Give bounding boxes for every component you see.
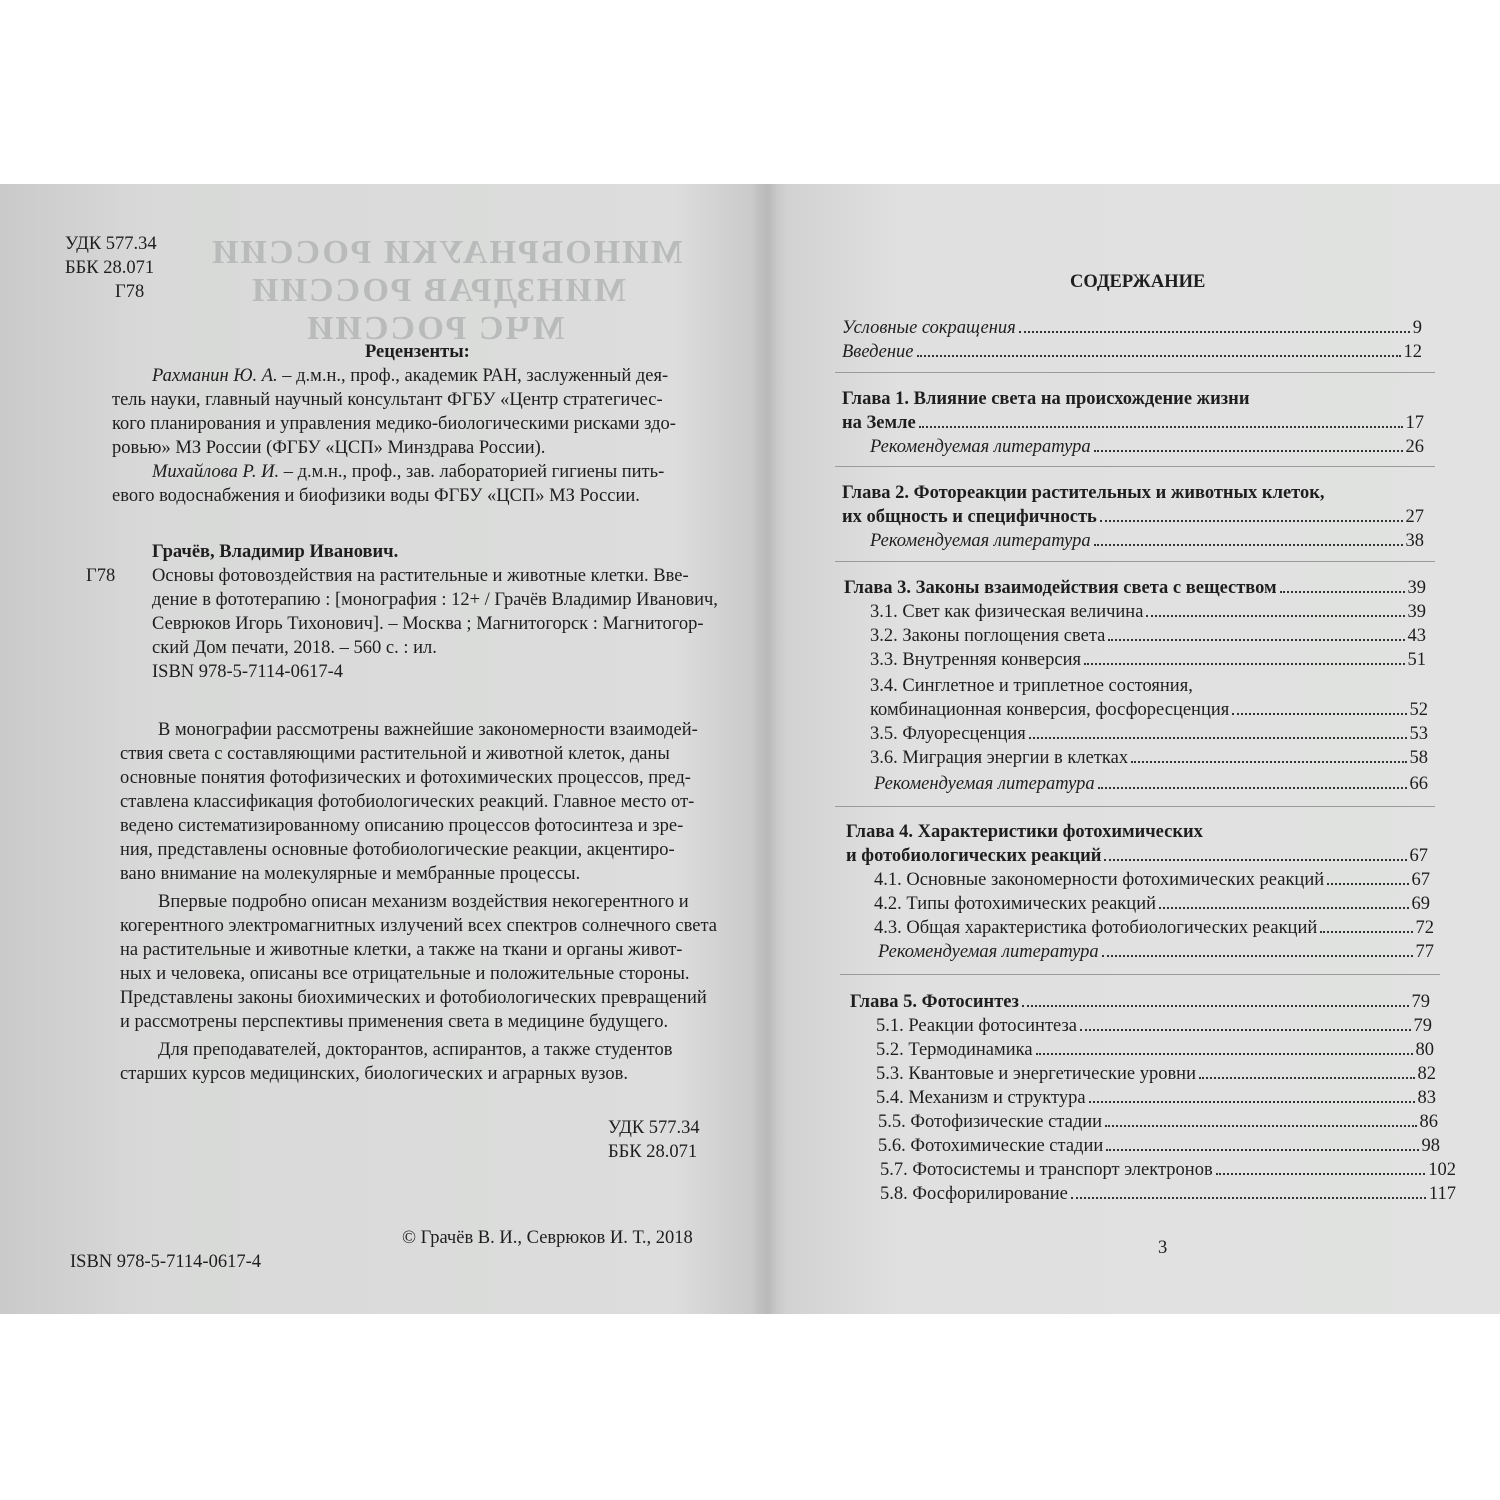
author-heading: Грачёв, Владимир Иванович. bbox=[152, 542, 399, 562]
reviewer-1-name: Рахманин Ю. А. bbox=[152, 366, 278, 386]
toc-chapter-4-literature[interactable]: Рекомендуемая литература 77 bbox=[878, 942, 1434, 962]
toc-section-5-4[interactable]: 5.4. Механизм и структура 83 bbox=[876, 1088, 1436, 1108]
abstract-line-6: ния, представлены основные фотобиологические реакции, акцентиро- bbox=[120, 840, 675, 860]
reviewer-1-line-3: кого планирования и управления медико-биологическими рисками здо- bbox=[112, 414, 676, 434]
toc-section-5-8[interactable]: 5.8. Фосфорилирование 117 bbox=[880, 1184, 1456, 1204]
toc-section-3-2[interactable]: 3.2. Законы поглощения света 43 bbox=[870, 626, 1426, 646]
abstract-line-1: В монографии рассмотрены важнейшие закономерности взаимодей- bbox=[158, 720, 698, 740]
entry-line-3: Севрюков Игорь Тихонович]. – Москва ; Магнитогорск : Магнитогор- bbox=[152, 614, 704, 634]
abstract-line-15: старших курсов медицинских, биологических и аграрных вузов. bbox=[120, 1064, 628, 1084]
entry-line-4: ский Дом печати, 2018. – 560 с. : ил. bbox=[152, 638, 437, 658]
abstract-line-5: ведено систематизированному описанию процессов фотосинтеза и зре- bbox=[120, 816, 684, 836]
isbn-bottom: ISBN 978-5-7114-0617-4 bbox=[70, 1252, 261, 1272]
toc-chapter-5[interactable]: Глава 5. Фотосинтез 79 bbox=[850, 992, 1430, 1012]
reviewer-2-line-1: Михайлова Р. И. – д.м.н., проф., зав. лабораторией гигиены пить- bbox=[152, 462, 665, 482]
abstract-line-13: и рассмотрены перспективы применения света в медицине будущего. bbox=[120, 1012, 669, 1032]
bbk-bottom: ББК 28.071 bbox=[608, 1142, 698, 1162]
ghost-line-2: МИНЗДРАВ РОССИИ bbox=[250, 272, 626, 309]
reviewers-title: Рецензенты: bbox=[365, 342, 470, 362]
toc-section-3-5[interactable]: 3.5. Флуоресценция 53 bbox=[870, 724, 1428, 744]
toc-section-5-5[interactable]: 5.5. Фотофизические стадии 86 bbox=[878, 1112, 1438, 1132]
toc-chapter-1-literature[interactable]: Рекомендуемая литература 26 bbox=[870, 437, 1424, 457]
toc-chapter-4-line-1[interactable]: Глава 4. Характеристики фотохимических bbox=[846, 822, 1203, 842]
page-number: 3 bbox=[1158, 1238, 1168, 1258]
toc-chapter-1-line-1[interactable]: Глава 1. Влияние света на происхождение жизни bbox=[842, 389, 1250, 409]
toc-section-5-7[interactable]: 5.7. Фотосистемы и транспорт электронов 102 bbox=[880, 1160, 1456, 1180]
abstract-line-2: ствия света с составляющими растительной и животной клеток, даны bbox=[120, 744, 670, 764]
toc-section-5-6[interactable]: 5.6. Фотохимические стадии 98 bbox=[878, 1136, 1440, 1156]
abstract-line-9: когерентного электромагнитных излучений всех спектров солнечного света bbox=[120, 916, 717, 936]
entry-line-1: Основы фотовоздействия на растительные и животные клетки. Вве- bbox=[152, 566, 689, 586]
toc-entry-introduction[interactable]: Введение 12 bbox=[842, 342, 1422, 362]
toc-title: СОДЕРЖАНИЕ bbox=[1070, 272, 1206, 292]
reviewer-1-line-2: тель науки, главный научный консультант ФГБУ «Центр стратегичес- bbox=[112, 390, 663, 410]
ghost-line-1: МИНОБРНАУКИ РОССИИ bbox=[210, 234, 683, 271]
ghost-line-3: МЧС РОССИИ bbox=[305, 310, 565, 347]
toc-chapter-3-literature[interactable]: Рекомендуемая литература 66 bbox=[874, 774, 1428, 794]
entry-isbn: ISBN 978-5-7114-0617-4 bbox=[152, 662, 343, 682]
entry-code: Г78 bbox=[86, 566, 116, 586]
toc-separator bbox=[835, 466, 1435, 467]
toc-chapter-2[interactable]: их общность и специфичность 27 bbox=[842, 507, 1424, 527]
toc-section-5-3[interactable]: 5.3. Квантовые и энергетические уровни 82 bbox=[876, 1064, 1436, 1084]
udk-bottom: УДК 577.34 bbox=[608, 1118, 700, 1138]
abstract-line-3: основные понятия фотофизических и фотохимических процессов, пред- bbox=[120, 768, 691, 788]
left-page bbox=[0, 184, 760, 1314]
toc-separator bbox=[835, 372, 1435, 373]
toc-chapter-3[interactable]: Глава 3. Законы взаимодействия света с веществом 39 bbox=[844, 578, 1426, 598]
reviewer-1-line-4: ровью» МЗ России (ФГБУ «ЦСП» Минздрава России). bbox=[112, 438, 546, 458]
abstract-line-4: ставлена классификация фотобиологических реакций. Главное место от- bbox=[120, 792, 695, 812]
toc-chapter-1[interactable]: на Земле 17 bbox=[842, 413, 1424, 433]
toc-section-3-4-line-1[interactable]: 3.4. Синглетное и триплетное состояния, bbox=[870, 676, 1193, 696]
entry-line-2: дение в фототерапию : [монография : 12+ / Грачёв Владимир Иванович, bbox=[152, 590, 718, 610]
toc-section-3-6[interactable]: 3.6. Миграция энергии в клетках 58 bbox=[870, 748, 1428, 768]
udk-code: УДК 577.34 bbox=[65, 234, 157, 254]
toc-section-3-4[interactable]: комбинационная конверсия, фосфоресценция 52 bbox=[870, 700, 1428, 720]
toc-section-4-2[interactable]: 4.2. Типы фотохимических реакций 69 bbox=[874, 894, 1430, 914]
toc-chapter-4[interactable]: и фотобиологических реакций 67 bbox=[846, 846, 1428, 866]
reviewer-2-name: Михайлова Р. И. bbox=[152, 462, 280, 482]
reviewer-2-line-2: евого водоснабжения и биофизики воды ФГБУ «ЦСП» МЗ России. bbox=[112, 486, 640, 506]
toc-section-4-3[interactable]: 4.3. Общая характеристика фотобиологических реакций 72 bbox=[874, 918, 1434, 938]
abstract-line-8: Впервые подробно описан механизм воздействия некогерентного и bbox=[158, 892, 689, 912]
toc-entry-abbreviations[interactable]: Условные сокращения 9 bbox=[842, 318, 1422, 338]
toc-separator bbox=[835, 806, 1435, 807]
author-mark: Г78 bbox=[115, 282, 145, 302]
toc-section-4-1[interactable]: 4.1. Основные закономерности фотохимических реакций 67 bbox=[874, 870, 1430, 890]
toc-section-3-3[interactable]: 3.3. Внутренняя конверсия 51 bbox=[870, 650, 1426, 670]
toc-section-5-2[interactable]: 5.2. Термодинамика 80 bbox=[876, 1040, 1434, 1060]
toc-section-5-1[interactable]: 5.1. Реакции фотосинтеза 79 bbox=[876, 1016, 1432, 1036]
abstract-line-10: на растительные и животные клетки, а также на ткани и органы живот- bbox=[120, 940, 683, 960]
copyright: © Грачёв В. И., Севрюков И. Т., 2018 bbox=[402, 1228, 693, 1248]
right-page bbox=[780, 184, 1500, 1314]
reviewer-1-line-1: Рахманин Ю. А. – д.м.н., проф., академик РАН, заслуженный дея- bbox=[152, 366, 669, 386]
toc-chapter-2-line-1[interactable]: Глава 2. Фотореакции растительных и животных клеток, bbox=[842, 483, 1325, 503]
book-spread bbox=[0, 184, 1500, 1314]
abstract-line-14: Для преподавателей, докторантов, аспирантов, а также студентов bbox=[158, 1040, 673, 1060]
abstract-line-11: ных и человека, описаны все отрицательные и положительные стороны. bbox=[120, 964, 690, 984]
abstract-line-12: Представлены законы биохимических и фотобиологических превращений bbox=[120, 988, 707, 1008]
toc-chapter-2-literature[interactable]: Рекомендуемая литература 38 bbox=[870, 531, 1424, 551]
abstract-line-7: вано внимание на молекулярные и мембранные процессы. bbox=[120, 864, 581, 884]
toc-separator bbox=[835, 561, 1435, 562]
toc-section-3-1[interactable]: 3.1. Свет как физическая величина 39 bbox=[870, 602, 1426, 622]
bbk-code: ББК 28.071 bbox=[65, 258, 155, 278]
toc-separator bbox=[840, 974, 1440, 975]
